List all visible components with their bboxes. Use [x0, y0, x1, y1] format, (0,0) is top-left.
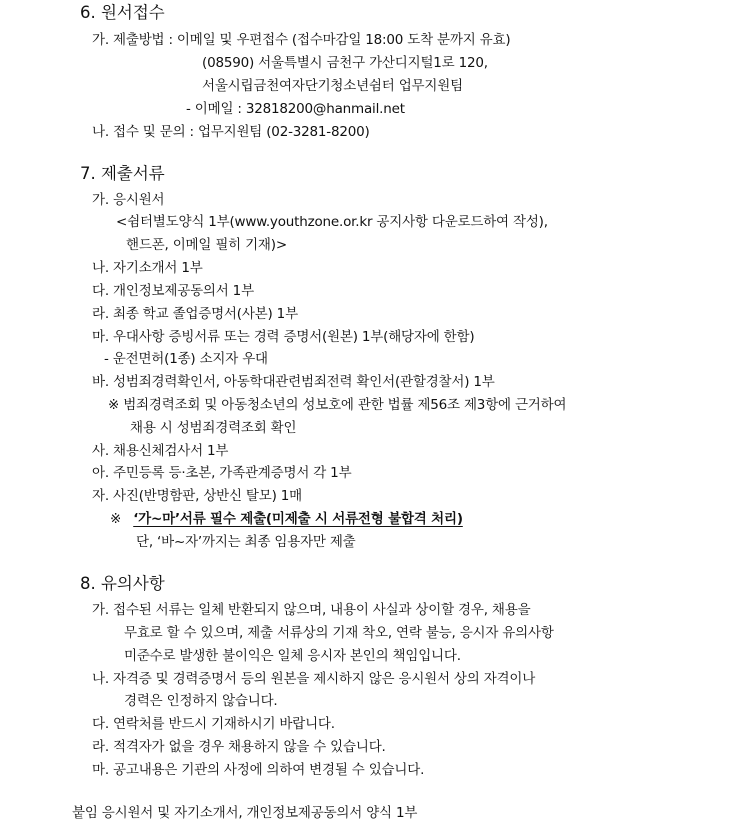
- sec7-item-c: 다. 개인정보제공동의서 1부: [92, 283, 254, 299]
- sec8-item-d: 라. 적격자가 없을 경우 채용하지 않을 수 있습니다.: [92, 739, 386, 755]
- sec7-item-a-note-1: <쉼터별도양식 1부(www.youthzone.or.kr 공지사항 다운로드하여 작성),: [116, 214, 548, 230]
- sec8-item-a-line-3: 미준수로 발생한 불이익은 일체 응시자 본인의 책임입니다.: [124, 648, 461, 664]
- final-hire-docs-note: 단, ‘바~자’까지는 최종 임용자만 제출: [136, 534, 356, 550]
- sec7-item-d: 라. 최종 학교 졸업증명서(사본) 1부: [92, 306, 298, 322]
- sec8-item-a-line-1: 가. 접수된 서류는 일체 반환되지 않으며, 내용이 사실과 상이할 경우, 채용을: [92, 602, 531, 618]
- section-7-heading: 7. 제출서류: [80, 164, 165, 183]
- sec6-address-line-2: 서울시립금천여자단기청소년쉼터 업무지원팀: [202, 78, 463, 94]
- sec7-item-e-sub: - 운전면허(1종) 소지자 우대: [104, 351, 268, 367]
- sec7-item-f: 바. 성범죄경력확인서, 아동학대관련범죄전력 확인서(관할경찰서) 1부: [92, 374, 495, 390]
- sec7-item-i: 자. 사진(반명함판, 상반신 탈모) 1매: [92, 488, 303, 504]
- sec8-item-b-line-1: 나. 자격증 및 경력증명서 등의 원본을 제시하지 않은 응시원서 상의 자격이나: [92, 671, 536, 687]
- sec8-item-c: 다. 연락처를 반드시 기재하시기 바랍니다.: [92, 716, 335, 732]
- reference-mark: ※: [110, 511, 122, 527]
- sec6-item-b: 나. 접수 및 문의 : 업무지원팀 (02-3281-8200): [92, 124, 370, 140]
- sec7-item-f-note-1: ※ 범죄경력조회 및 아동청소년의 성보호에 관한 법률 제56조 제3항에 근거하여: [108, 397, 567, 413]
- section-6-heading: 6. 원서접수: [80, 3, 165, 22]
- sec6-address-line-1: (08590) 서울특별시 금천구 가산디지털1로 120,: [202, 55, 488, 71]
- required-docs-note: ‘가~마’서류 필수 제출(미제출 시 서류전형 불합격 처리): [133, 511, 463, 527]
- sec7-item-f-note-2: 채용 시 성범죄경력조회 확인: [130, 420, 297, 436]
- attachment-note: 붙임 응시원서 및 자기소개서, 개인정보제공동의서 양식 1부: [72, 805, 418, 821]
- sec7-item-h: 아. 주민등록 등·초본, 가족관계증명서 각 1부: [92, 465, 352, 481]
- sec8-item-e: 마. 공고내용은 기관의 사정에 의하여 변경될 수 있습니다.: [92, 762, 425, 778]
- sec7-item-a: 가. 응시원서: [92, 192, 165, 208]
- sec6-email: - 이메일 : 32818200@hanmail.net: [186, 101, 405, 117]
- sec7-item-g: 사. 채용신체검사서 1부: [92, 443, 229, 459]
- sec7-item-b: 나. 자기소개서 1부: [92, 260, 203, 276]
- sec7-item-a-note-2: 핸드폰, 이메일 필히 기재)>: [126, 237, 287, 253]
- sec8-item-b-line-2: 경력은 인정하지 않습니다.: [124, 693, 278, 709]
- sec6-item-a: 가. 제출방법 : 이메일 및 우편접수 (접수마감일 18:00 도착 분까지 유효): [92, 32, 511, 48]
- section-8-heading: 8. 유의사항: [80, 574, 165, 593]
- sec8-item-a-line-2: 무효로 할 수 있으며, 제출 서류상의 기재 착오, 연락 불능, 응시자 유의사항: [124, 625, 554, 641]
- sec7-required-note: [110, 510, 463, 528]
- sec7-item-e: 마. 우대사항 증빙서류 또는 경력 증명서(원본) 1부(해당자에 한함): [92, 329, 475, 345]
